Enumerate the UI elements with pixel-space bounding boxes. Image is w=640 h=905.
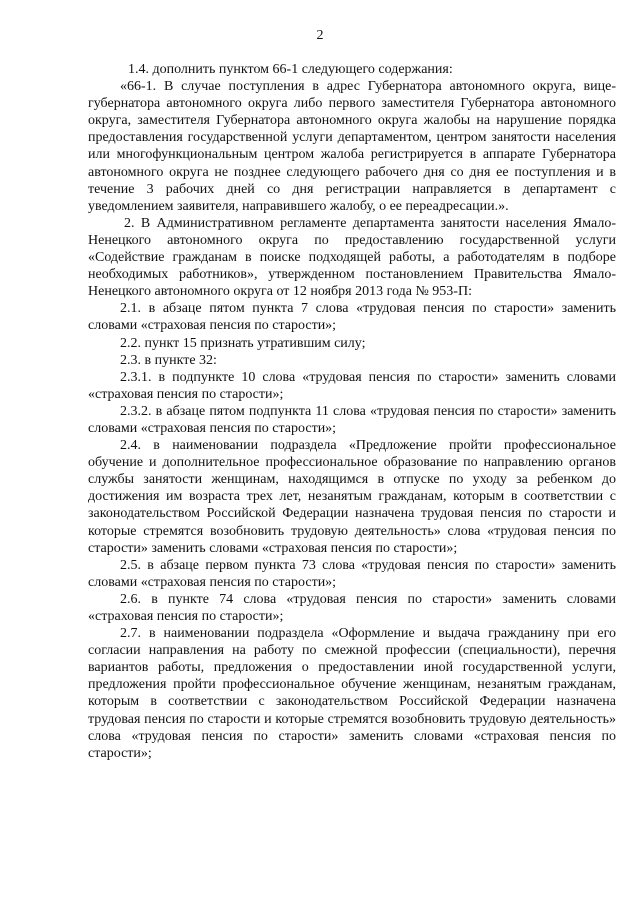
- paragraph-2: 2. В Административном регламенте департамента занятости населения Ямало-Ненецкого автономного округа по предоставлению государственной услуги «Содействие гражданам в поиске подходящей работы, а работодателям в подборе необходимых работников», утвержденном постановлением Правительства Ямало-Ненецкого автономного округа от 12 ноября 2013 года № 953-П:: [88, 215, 616, 300]
- paragraph-2-4: 2.4. в наименовании подраздела «Предложение пройти профессиональное обучение и дополнительное профессиональное образование по направлению органов службы занятости женщинам, находящимся в отпуске по уходу за ребенком до достижения им возраста трех лет, незанятым гражданам, которым в соответствии с законодательством Российской Федерации назначена трудовая пенсия по старости и которые стремятся возобновить трудовую деятельность» слова «трудовая пенсия по старости» заменить словами «страховая пенсия по старости»;: [88, 438, 616, 556]
- paragraph-2-3-2: 2.3.2. в абзаце пятом подпункта 11 слова «трудовая пенсия по старости» заменить словами «страховая пенсия по старости»;: [88, 403, 616, 436]
- paragraph-2-6: 2.6. в пункте 74 слова «трудовая пенсия по старости» заменить словами «страховая пенсия по старости»;: [88, 591, 616, 624]
- paragraph-2-1: 2.1. в абзаце пятом пункта 7 слова «трудовая пенсия по старости» заменить словами «страховая пенсия по старости»;: [88, 301, 616, 334]
- paragraph-2-3: 2.3. в пункте 32:: [120, 352, 217, 368]
- page-number: 2: [316, 28, 324, 43]
- document-body: [88, 61, 616, 762]
- paragraph-2-7: 2.7. в наименовании подраздела «Оформление и выдача гражданину при его согласии направления на работу по смежной профессии (специальности), перечня вариантов работы, предложения о предоставлении иной государственной услуги, предложения пройти профессиональное обучение женщинам, незанятым гражданам, которым в соответствии с законодательством Российской Федерации назначена трудовая пенсия по старости и которые стремятся возобновить трудовую деятельность» слова «трудовая пенсия по старости» заменить словами «страховая пенсия по старости»;: [88, 626, 616, 761]
- paragraph-1-4: 1.4. дополнить пунктом 66-1 следующего содержания:: [128, 62, 453, 77]
- paragraph-66-1-quote: «66-1. В случае поступления в адрес Губернатора автономного округа, вице-губернатора автономного округа либо первого заместителя Губернатора автономного округа, заместителя Губернатора автономного округа жалобы на нарушение порядка предоставления государственной услуги департаментом, центром занятости населения или многофункциональным центром жалоба регистрируется в аппарате Губернатора автономного округа не позднее следующего рабочего дня со дня ее поступления и в течение 3 рабочих дней со дня регистрации направляется в департамент с уведомлением заявителя, направившего жалобу, о ее переадресации.».: [88, 79, 616, 214]
- paragraph-2-5: 2.5. в абзаце первом пункта 73 слова «трудовая пенсия по старости» заменить словами «страховая пенсия по старости»;: [88, 557, 616, 590]
- paragraph-2-2: 2.2. пункт 15 признать утратившим силу;: [120, 335, 366, 351]
- paragraph-2-3-1: 2.3.1. в подпункте 10 слова «трудовая пенсия по старости» заменить словами «страховая пенсия по старости»;: [88, 369, 616, 402]
